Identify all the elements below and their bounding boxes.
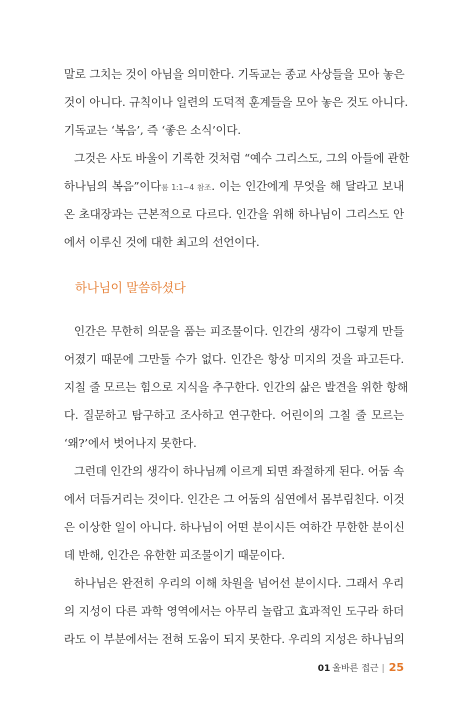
body-text-segment: 하나님의 복음”이다	[64, 179, 162, 193]
section-heading: 하나님이 말씀하셨다	[75, 280, 186, 295]
chapter-title: 올바른 접근	[332, 664, 379, 674]
body-text-line: 의 지성이 다른 과학 영역에서는 아무리 놀랍고 효과적인 도구라 하더	[64, 604, 404, 618]
body-text-line: 지칠 줄 모르는 힘으로 지식을 추구한다. 인간의 삶은 발견을 위한 항해	[64, 380, 409, 394]
running-footer	[318, 661, 404, 674]
body-text-line: ‘왜?’에서 벗어나지 못한다.	[64, 436, 197, 450]
body-text-line: 하나님은 완전히 우리의 이해 차원을 넘어선 분이시다. 그래서 우리	[74, 576, 404, 590]
body-text-line-with-reference	[64, 179, 404, 195]
scripture-reference: 롬 1:1~4 참조	[161, 183, 212, 192]
body-text-line: 말로 그치는 것이 아님을 의미한다. 기독교는 종교 사상들을 모아 놓은	[64, 67, 405, 81]
body-text-line: 라도 이 부분에서는 전혀 도움이 되지 못한다. 우리의 지성은 하나님의	[64, 632, 405, 646]
body-text-segment: . 이는 인간에게 무엇을 해 달라고 보내	[211, 179, 404, 193]
page-number: 25	[388, 661, 404, 674]
footer-separator: |	[381, 664, 385, 674]
body-text-line: 어졌기 때문에 그만둘 수가 없다. 인간은 항상 미지의 것을 파고든다.	[64, 352, 404, 366]
body-text-line: 것이 아니다. 규칙이나 일련의 도덕적 훈계들을 모아 놓은 것도 아니다.	[64, 95, 409, 109]
body-text-line: 데 반해, 인간은 유한한 피조물이기 때문이다.	[64, 548, 285, 562]
body-text-line: 인간은 무한히 의문을 품는 피조물이다. 인간의 생각이 그렇게 만들	[74, 324, 404, 338]
body-text-line: 그런데 인간의 생각이 하나님께 이르게 되면 좌절하게 된다. 어둠 속	[74, 464, 404, 478]
chapter-number: 01	[317, 664, 331, 674]
body-text-line: 에서 더듬거리는 것이다. 인간은 그 어둠의 심연에서 몸부림친다. 이것	[64, 492, 405, 506]
body-text-line: 은 이상한 일이 아니다. 하나님이 어떤 분이시든 여하간 무한한 분이신	[64, 520, 405, 534]
body-text-line: 온 초대장과는 근본적으로 다르다. 인간을 위해 하나님이 그리스도 안	[64, 207, 404, 221]
body-text-line: 에서 이루신 것에 대한 최고의 선언이다.	[64, 235, 260, 249]
body-text-line: 다. 질문하고 탐구하고 조사하고 연구한다. 어린이의 그칠 줄 모르는	[64, 408, 404, 422]
body-text-line: 그것은 사도 바울이 기록한 것처럼 “예수 그리스도, 그의 아들에 관한	[74, 151, 410, 165]
body-text-line: 기독교는 ‘복음’, 즉 ‘좋은 소식’이다.	[64, 123, 241, 137]
